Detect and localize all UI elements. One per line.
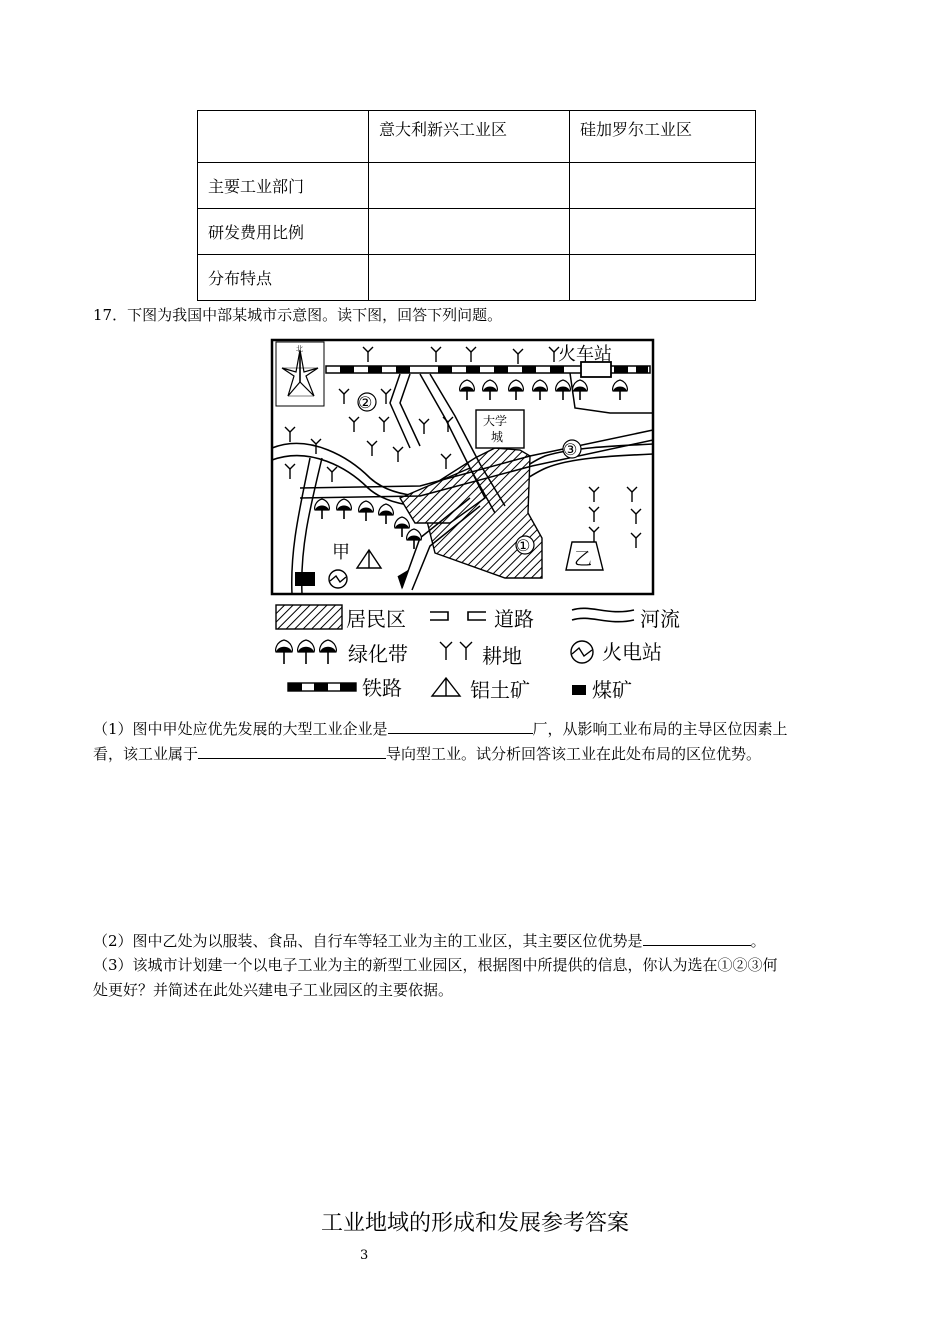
table-cell[interactable] [570, 163, 756, 209]
university-label-2: 城 [491, 430, 504, 444]
table-cell[interactable] [570, 255, 756, 301]
coal-icon [572, 685, 586, 695]
question-1-line2 [93, 741, 873, 767]
table-row-label: 主要工业部门 [198, 163, 369, 209]
table-cell[interactable] [570, 209, 756, 255]
table-row-label: 研发费用比例 [198, 209, 369, 255]
table-cell[interactable] [369, 255, 570, 301]
question-1-text-c: 看，该工业属于 [93, 745, 199, 763]
farmland-icon [440, 642, 472, 660]
compass-rose-icon [276, 342, 324, 406]
answer-section-title: 工业地域的形成和发展参考答案 [320, 1211, 629, 1236]
railway-icon [288, 683, 356, 691]
question-2 [93, 928, 883, 954]
greenbelt-icon [276, 640, 337, 664]
table-header-cell: 意大利新兴工业区 [369, 111, 570, 163]
north-label: 北 [296, 345, 303, 353]
site-3-label: ③ [563, 440, 578, 459]
question-1-text-a: （1）图中甲处应优先发展的大型工业企业是 [93, 720, 388, 738]
bauxite-icon [432, 678, 460, 696]
table-row [198, 255, 756, 301]
legend-label-greenbelt: 绿化带 [348, 642, 408, 666]
question-3: （3）该城市计划建一个以电子工业为主的新型工业园区，根据图中所提供的信息，你认为选在①②③何 [93, 956, 778, 974]
question-1 [93, 716, 873, 742]
table-header-row [198, 111, 756, 163]
table-header-cell: 硅加罗尔工业区 [570, 111, 756, 163]
legend-label-road: 道路 [494, 607, 534, 631]
legend-label-railway: 铁路 [362, 676, 402, 700]
table-cell[interactable] [369, 209, 570, 255]
comparison-table [197, 110, 756, 301]
answer-blank-3[interactable] [643, 929, 751, 946]
coal-mine-icon [295, 572, 315, 586]
question-17-intro: 17．下图为我国中部某城市示意图。读下图，回答下列问题。 [93, 306, 503, 324]
legend-label-farmland: 耕地 [482, 644, 522, 668]
table-header-cell [198, 111, 369, 163]
question-2-text-a: （2）图中乙处为以服装、食品、自行车等轻工业为主的工业区，其主要区位优势是 [93, 932, 643, 950]
answer-blank-2[interactable] [198, 742, 386, 759]
legend-label-coal: 煤矿 [592, 678, 632, 702]
university-label: 大学 [483, 414, 508, 428]
map-legend [272, 600, 692, 704]
question-3-line2: 处更好？并简述在此处兴建电子工业园区的主要依据。 [93, 981, 454, 999]
legend-label-river: 河流 [640, 607, 680, 631]
jia-label: 甲 [332, 542, 350, 563]
question-2-text-b: 。 [750, 932, 766, 950]
table-cell[interactable] [369, 163, 570, 209]
legend-label-residential: 居民区 [346, 607, 406, 631]
table-row [198, 163, 756, 209]
question-1-text-b: 厂，从影响工业布局的主导区位因素上 [532, 720, 788, 738]
hatch-icon [276, 605, 342, 629]
table-row-label: 分布特点 [198, 255, 369, 301]
site-1-label: ① [516, 536, 531, 555]
page-number: 3 [360, 1248, 369, 1263]
road-icon [430, 612, 486, 620]
answer-blank-1[interactable] [388, 717, 533, 734]
city-map [270, 338, 655, 596]
question-1-text-d: 导向型工业。试分析回答该工业在此处布局的区位优势。 [386, 745, 762, 763]
table-row [198, 209, 756, 255]
river-icon [572, 608, 634, 621]
legend-label-bauxite: 铝土矿 [470, 678, 530, 702]
site-2-label: ② [358, 393, 373, 412]
power-station-icon [571, 641, 593, 663]
train-station-label: 火车站 [558, 344, 612, 365]
legend-label-power-station: 火电站 [602, 640, 662, 664]
yi-label: 乙 [574, 549, 592, 570]
power-station-icon [329, 570, 347, 588]
